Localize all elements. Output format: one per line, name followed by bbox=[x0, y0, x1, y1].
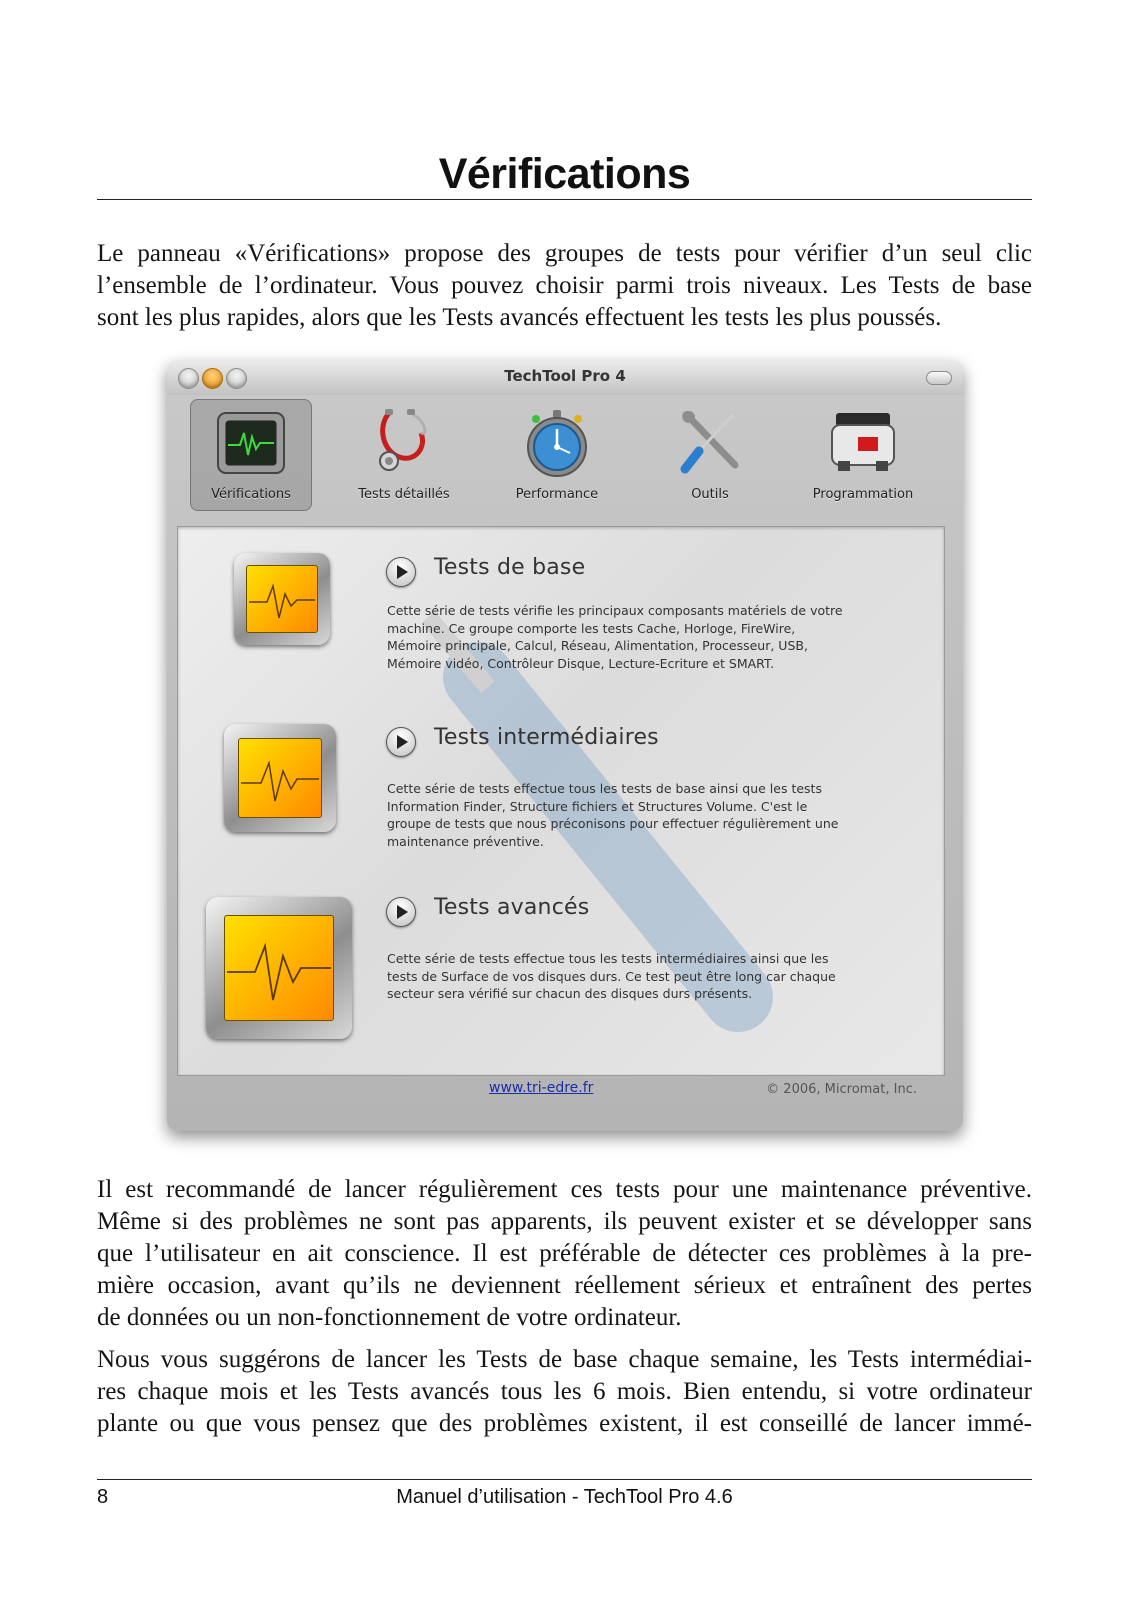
monitor-heartbeat-icon bbox=[216, 407, 286, 479]
intro-paragraph bbox=[97, 238, 1032, 334]
wrench-screwdriver-icon bbox=[675, 407, 745, 479]
toolbar-tests-detailles[interactable] bbox=[343, 399, 465, 511]
page-title: Vérifications bbox=[438, 150, 691, 198]
stethoscope-icon bbox=[369, 407, 439, 479]
schedule-paragraph bbox=[97, 1344, 1032, 1440]
window-title: TechTool Pro 4 bbox=[504, 367, 626, 385]
toolbar-programmation[interactable] bbox=[802, 399, 924, 511]
desc-line: machine. Ce groupe comporte les tests Cache, Horloge, FireWire, bbox=[387, 620, 796, 636]
desc-line: tests de Surface de vos disques durs. Ce test peut être long car chaque bbox=[387, 968, 836, 984]
toolbar-label: Tests détaillés bbox=[358, 487, 450, 502]
desc-line: groupe de tests que nous préconisons pour effectuer régulièrement une bbox=[387, 816, 839, 831]
desc-line: Cette série de tests effectue tous les tests intermédiaires ainsi que les bbox=[387, 951, 829, 966]
text-line: l’ensemble de l’ordinateur. Vous pouvez choisir parmi trois niveaux. Les Tests de base bbox=[97, 272, 1032, 299]
test-description bbox=[387, 780, 838, 850]
toolbar-performance[interactable] bbox=[496, 399, 618, 511]
verifications-panel bbox=[177, 526, 945, 1076]
desc-line: Mémoire principale, Calcul, Réseau, Alimentation, Processeur, USB, bbox=[387, 638, 808, 653]
toolbar-verifications[interactable] bbox=[190, 399, 312, 511]
desc-line: Cette série de tests effectue tous les tests de base ainsi que les tests bbox=[387, 781, 822, 796]
desc-line: secteur sera vérifié sur chacun des disques durs présents. bbox=[387, 986, 753, 1001]
text-line: mière occasion, avant qu’ils ne deviennent réellement sérieux et entraînent des pertes bbox=[97, 1272, 1032, 1299]
techtool-window bbox=[167, 361, 963, 1131]
intermediate-tests-monitor-icon[interactable] bbox=[224, 724, 336, 832]
test-title[interactable]: Tests de base bbox=[434, 555, 586, 580]
run-advanced-tests-button[interactable] bbox=[386, 897, 416, 927]
footer-rule bbox=[97, 1479, 1032, 1480]
run-intermediate-tests-button[interactable] bbox=[386, 727, 416, 757]
text-line: plante ou que vous pensez que des problèmes existent, il est conseillé de lancer immé- bbox=[97, 1410, 1032, 1437]
toolbar-label: Vérifications bbox=[211, 487, 291, 502]
text-line: Nous vous suggérons de lancer les Tests de base chaque semaine, les Tests intermédiai- bbox=[97, 1346, 1032, 1373]
toolbar-toggle-button[interactable] bbox=[926, 371, 952, 385]
test-title[interactable]: Tests avancés bbox=[434, 895, 590, 920]
toolbar-outils[interactable] bbox=[649, 399, 771, 511]
run-basic-tests-button[interactable] bbox=[386, 557, 416, 587]
page-number: 8 bbox=[97, 1486, 109, 1508]
test-title[interactable]: Tests intermédiaires bbox=[434, 725, 659, 750]
stopwatch-icon bbox=[522, 407, 592, 479]
desc-line: Information Finder, Structure fichiers et Structures Volume. C'est le bbox=[387, 798, 808, 814]
copyright-text: © 2006, Micromat, Inc. bbox=[766, 1082, 917, 1097]
text-line: Même si des problèmes ne sont pas apparents, ils peuvent exister et se développer sans bbox=[97, 1208, 1032, 1235]
toolbar-label: Performance bbox=[515, 487, 599, 502]
test-description bbox=[387, 602, 843, 672]
text-line: sont les plus rapides, alors que les Tests avancés effectuent les tests les plus poussés. bbox=[97, 304, 942, 331]
desc-line: maintenance préventive. bbox=[387, 833, 544, 849]
desc-line: Cette série de tests vérifie les principaux composants matériels de votre bbox=[387, 603, 843, 618]
text-line: que l’utilisateur en ait conscience. Il est préférable de détecter ces problèmes à la pre- bbox=[97, 1240, 1032, 1267]
website-link[interactable]: www.tri-edre.fr bbox=[489, 1080, 594, 1096]
running-footer: Manuel d’utilisation - TechTool Pro 4.6 bbox=[396, 1486, 733, 1508]
text-line: de données ou un non-fonctionnement de votre ordinateur. bbox=[97, 1304, 682, 1331]
toolbar-label: Programmation bbox=[812, 487, 914, 502]
window-titlebar[interactable] bbox=[167, 361, 963, 395]
title-rule bbox=[97, 199, 1032, 200]
desc-line: Mémoire vidéo, Contrôleur Disque, Lecture-Ecriture et SMART. bbox=[387, 655, 775, 671]
text-line: Il est recommandé de lancer régulièrement ces tests pour une maintenance préventive. bbox=[97, 1176, 1032, 1203]
recommendation-paragraph bbox=[97, 1174, 1032, 1334]
basic-tests-monitor-icon[interactable] bbox=[234, 553, 330, 645]
test-description bbox=[387, 950, 836, 1003]
advanced-tests-monitor-icon[interactable] bbox=[206, 897, 352, 1039]
scheduler-icon bbox=[828, 407, 898, 479]
toolbar-label: Outils bbox=[691, 487, 729, 502]
text-line: Le panneau «Vérifications» propose des groupes de tests pour vérifier d’un seul clic bbox=[97, 240, 1032, 267]
text-line: res chaque mois et les Tests avancés tous les 6 mois. Bien entendu, si votre ordinateur bbox=[97, 1378, 1032, 1405]
